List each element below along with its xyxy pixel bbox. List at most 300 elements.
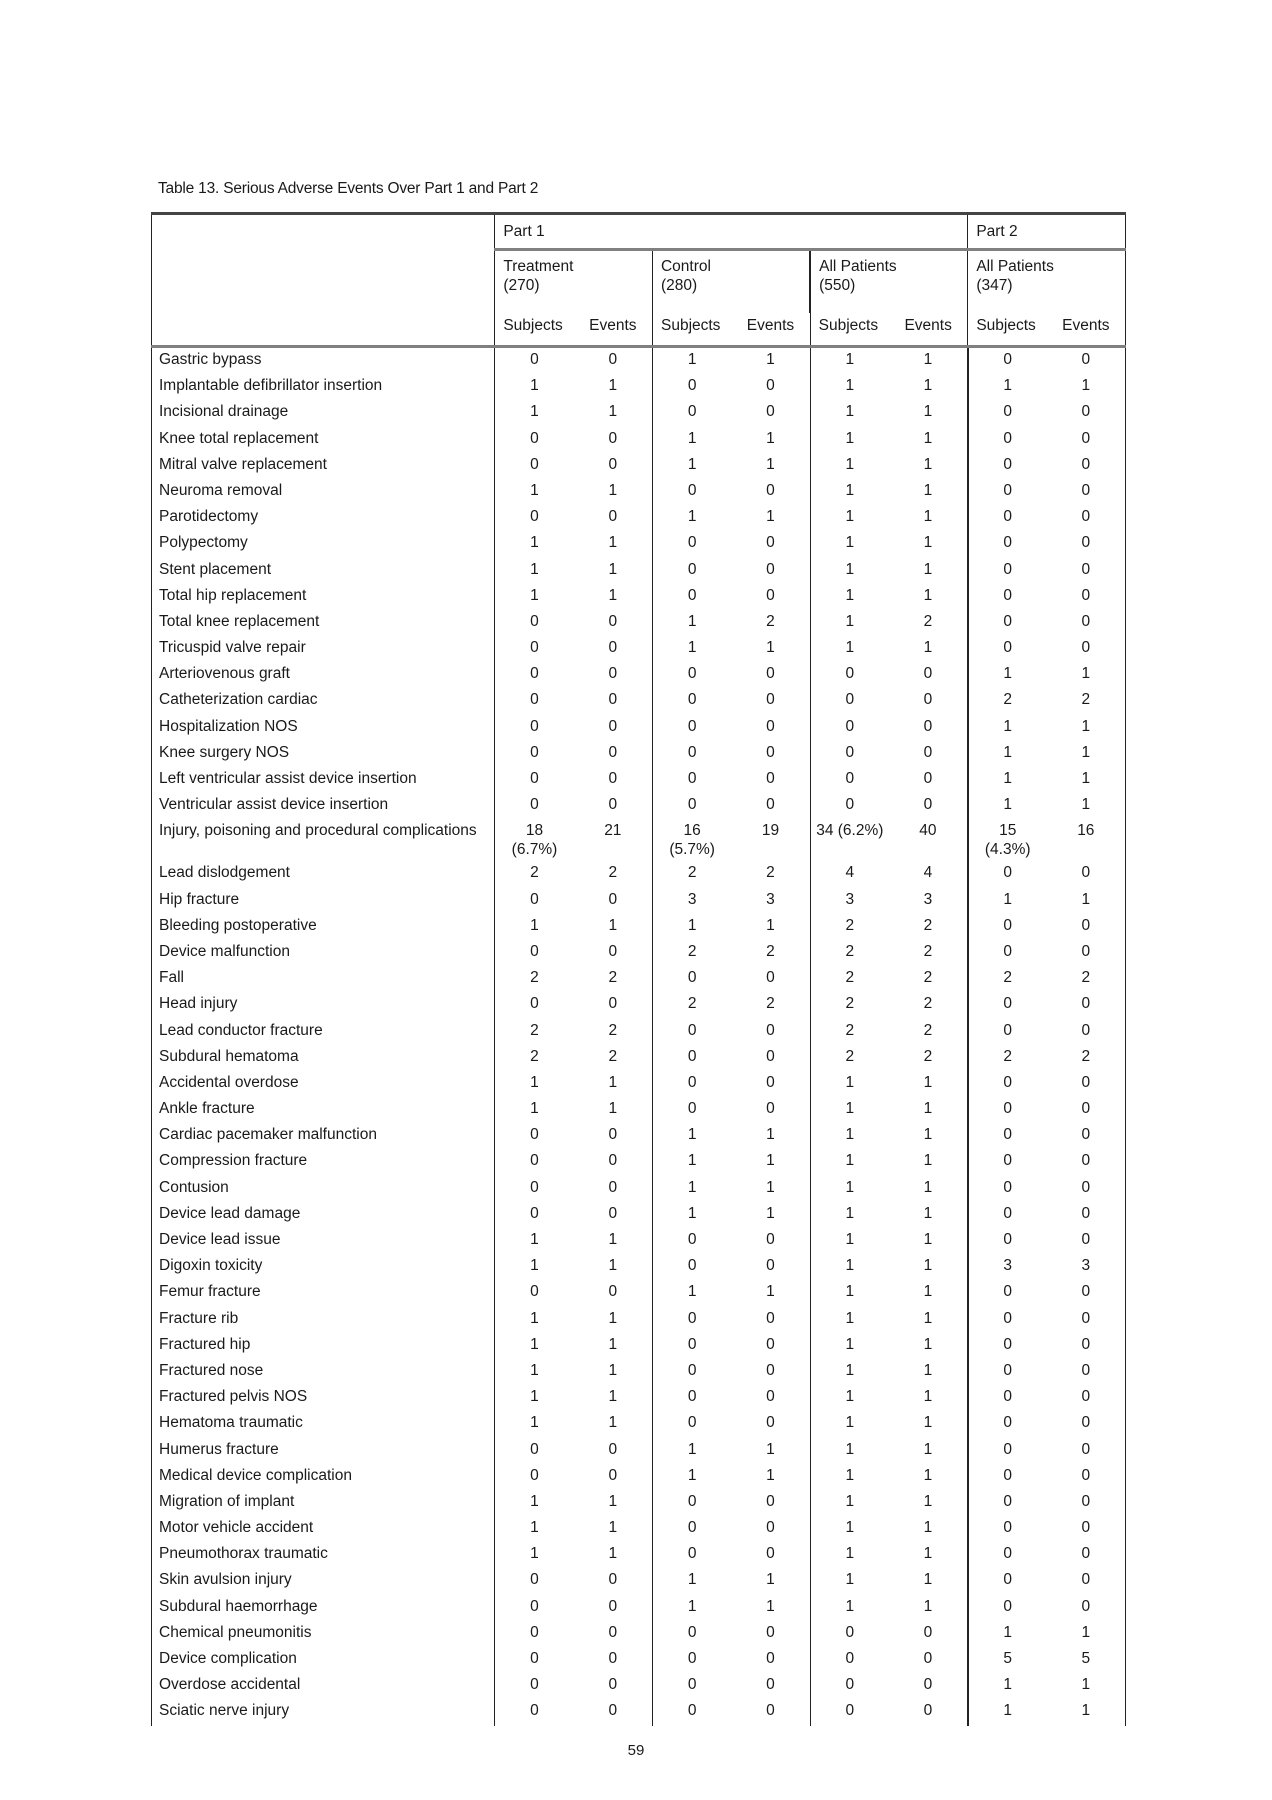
events-count: 0 [731,1228,810,1254]
subjects-count: 1 [530,1073,539,1091]
subjects-count: 0 [530,743,539,761]
events-count: 0 [1047,1359,1126,1385]
subjects-count: 1 [687,1283,697,1301]
subjects-count: 1 [530,1414,539,1432]
events-count: 1 [731,1595,810,1621]
subjects-count: 0 [687,1623,697,1641]
subjects-count: 0 [1003,639,1013,657]
subjects-count: 0 [530,890,539,908]
subjects-count: 1 [845,1492,855,1510]
subjects-count: 0 [1003,1152,1013,1170]
table-row [152,610,1126,636]
events-count: 2 [574,966,653,992]
event-term: Hematoma traumatic [152,1411,495,1437]
subjects-count: 1 [845,1545,855,1563]
events-count: 1 [731,1568,810,1594]
subjects-count: 0 [1003,534,1013,552]
subjects-count: 0 [1003,351,1013,368]
event-term: Hip fracture [152,888,495,914]
events-count: 2 [731,940,810,966]
event-term: Knee surgery NOS [152,741,495,767]
events-count: 0 [574,1280,653,1306]
subjects-count: 1 [845,1257,855,1275]
events-count: 0 [574,427,653,453]
event-term: Subdural haemorrhage [152,1595,495,1621]
subjects-count: 1 [687,1178,697,1196]
table-row [152,584,1126,610]
events-count: 2 [889,914,968,940]
subjects-count: 1 [845,612,855,630]
events-count: 0 [889,688,968,714]
events-count: 1 [889,347,968,375]
table-row [152,1176,1126,1202]
events-count: 1 [1047,662,1126,688]
subjects-count: 0 [1003,403,1013,421]
subjects-count: 2 [845,1021,855,1039]
subjects-count: 0 [530,1650,539,1667]
event-term: Lead dislodgement [152,861,495,887]
subjects-count: 0 [530,1283,539,1301]
subjects-count: 0 [1003,429,1013,447]
events-count: 0 [731,741,810,767]
event-term: Head injury [152,992,495,1018]
table-row [152,966,1126,992]
events-count: 1 [889,1568,968,1594]
events-count: 1 [889,1595,968,1621]
table-row [152,1621,1126,1647]
table-row [152,374,1126,400]
subjects-count: 0 [1003,1466,1013,1484]
events-count: 1 [731,347,810,375]
subjects-count: 0 [687,796,697,814]
events-count: 2 [889,1045,968,1071]
events-count: 1 [731,636,810,662]
events-count: 0 [731,1071,810,1097]
subjects-count: 1 [687,612,697,630]
subjects-count: 0 [1003,916,1013,934]
subjects-count: 0 [1003,995,1013,1013]
subjects-count: 1 [530,1361,539,1379]
events-count: 0 [731,1647,810,1673]
subjects-count: 1 [845,455,855,473]
events-count: 0 [574,1123,653,1149]
events-count: 0 [1047,1176,1126,1202]
events-count: 2 [1047,688,1126,714]
subjects-count: 1 [1003,1623,1013,1641]
table-row [152,1542,1126,1568]
events-count: 0 [1047,1568,1126,1594]
subjects-count: 0 [845,717,855,735]
event-term: Left ventricular assist device insertion [152,767,495,793]
subjects-count: 1 [530,377,539,395]
table-row [152,400,1126,426]
table-row [152,1097,1126,1123]
page-number: 59 [627,1742,645,1759]
event-term: Motor vehicle accident [152,1516,495,1542]
event-term: Sciatic nerve injury [152,1699,495,1725]
subjects-count: 0 [530,1466,539,1484]
table-row [152,1019,1126,1045]
subjects-count: 0 [687,1545,697,1563]
subjects-count: 1 [845,377,855,395]
events-count: 0 [1047,861,1126,887]
subjects-count: 1 [1003,1676,1013,1694]
subjects-count: 0 [845,665,855,683]
event-term: Chemical pneumonitis [152,1621,495,1647]
events-count: 1 [574,1071,653,1097]
event-term: Fractured nose [152,1359,495,1385]
event-term: Fractured hip [152,1333,495,1359]
subjects-count: 0 [687,481,697,499]
subjects-count: 1 [687,1466,697,1484]
events-count: 1 [889,374,968,400]
subjects-count: 0 [1003,612,1013,630]
subjects-count: 1 [1003,796,1013,814]
subjects-count: 0 [845,1623,855,1641]
subjects-count: 0 [530,1126,539,1144]
events-count: 0 [889,1699,968,1725]
events-count: 1 [889,1228,968,1254]
subjects-count: 1 [687,351,697,368]
events-count: 16 [1047,819,1126,861]
events-count: 0 [574,688,653,714]
subjects-count: 1 [530,1100,539,1118]
subjects-count: 0 [530,1571,539,1589]
events-count: 0 [1047,558,1126,584]
events-count: 1 [889,1307,968,1333]
events-count: 1 [731,1123,810,1149]
events-count: 0 [574,1699,653,1725]
table-row [152,861,1126,887]
subjects-count: 0 [687,1361,697,1379]
event-term: Humerus fracture [152,1438,495,1464]
subjects-count: 0 [1003,1073,1013,1091]
subjects-count: 0 [530,665,539,683]
subjects-count: 1 [687,1571,697,1589]
table-row [152,1333,1126,1359]
events-count: 0 [574,1438,653,1464]
table-row [152,1516,1126,1542]
subjects-count: 1 [687,1204,697,1222]
subjects-count: 1 [530,586,539,604]
subjects-count: 0 [845,796,855,814]
subjects-count: 1 [845,1440,855,1458]
event-term: Pneumothorax traumatic [152,1542,495,1568]
events-count: 1 [1047,741,1126,767]
events-count: 0 [1047,1071,1126,1097]
table-row [152,888,1126,914]
events-count: 0 [1047,479,1126,505]
subjects-count: 0 [845,1650,855,1667]
events-count: 1 [889,1516,968,1542]
events-count: 2 [574,1019,653,1045]
subjects-count: 0 [1003,560,1013,578]
event-term: Fracture rib [152,1307,495,1333]
table-row [152,767,1126,793]
event-term: Neuroma removal [152,479,495,505]
subjects-count: 1 [687,1152,697,1170]
subjects-count: 16 (5.7%) [669,822,715,859]
events-count: 19 [731,819,810,861]
events-count: 1 [574,479,653,505]
event-term: Device lead damage [152,1202,495,1228]
header-group-control: Control (280) [652,250,810,314]
events-count: 0 [574,1621,653,1647]
header-group-treatment: Treatment (270) [495,250,653,314]
events-count: 1 [731,1149,810,1175]
subjects-count: 0 [530,508,539,526]
events-count: 0 [731,584,810,610]
subjects-count: 0 [687,560,697,578]
subjects-count: 1 [687,429,697,447]
event-term: Subdural hematoma [152,1045,495,1071]
subjects-count: 1 [1003,890,1013,908]
subjects-count: 1 [687,455,697,473]
subjects-count: 1 [845,1152,855,1170]
events-count: 0 [1047,636,1126,662]
events-count: 0 [731,1699,810,1725]
subjects-count: 2 [530,969,539,987]
subjects-count: 2 [845,995,855,1013]
header-group-all-patients-part1: All Patients (550) [810,250,968,314]
subjects-count: 1 [530,1388,539,1406]
events-count: 1 [731,453,810,479]
event-term: Implantable defibrillator insertion [152,374,495,400]
subjects-count: 0 [530,1676,539,1694]
events-count: 0 [574,1176,653,1202]
events-count: 0 [1047,1438,1126,1464]
events-count: 0 [574,992,653,1018]
subjects-count: 1 [687,1126,697,1144]
events-count: 1 [574,1385,653,1411]
subjects-count: 0 [687,1519,697,1537]
events-count: 2 [889,1019,968,1045]
subjects-count: 2 [1003,1047,1013,1065]
subjects-count: 0 [687,1100,697,1118]
subjects-count: 1 [530,1231,539,1248]
subjects-count: 0 [687,1257,697,1275]
events-count: 0 [574,741,653,767]
events-count: 0 [889,662,968,688]
subjects-count: 0 [1003,1440,1013,1458]
events-count: 0 [1047,505,1126,531]
subjects-count: 0 [687,586,697,604]
subjects-count: 0 [687,691,697,709]
subjects-count: 1 [845,1361,855,1379]
events-count: 0 [574,1673,653,1699]
subjects-count: 1 [845,351,855,368]
events-count: 0 [731,1307,810,1333]
subjects-count: 0 [687,1309,697,1327]
events-count: 1 [889,1149,968,1175]
events-count: 0 [1047,940,1126,966]
subjects-count: 1 [687,1597,697,1615]
event-term: Device malfunction [152,940,495,966]
events-count: 1 [574,1542,653,1568]
header-subjects: Subjects [495,313,574,347]
table-row [152,505,1126,531]
table-row [152,1123,1126,1149]
table-row [152,1254,1126,1280]
event-term: Digoxin toxicity [152,1254,495,1280]
subjects-count: 2 [1003,691,1013,709]
subjects-count: 2 [687,942,697,960]
subjects-count: 0 [530,351,539,368]
subjects-count: 0 [1003,1126,1013,1144]
subjects-count: 1 [845,1466,855,1484]
event-term: Skin avulsion injury [152,1568,495,1594]
subjects-count: 1 [845,1231,855,1248]
events-count: 1 [1047,793,1126,819]
subjects-count: 0 [530,639,539,657]
subjects-count: 0 [1003,1571,1013,1589]
subjects-count: 1 [845,481,855,499]
events-count: 0 [1047,914,1126,940]
subjects-count: 0 [1003,1388,1013,1406]
events-count: 1 [574,1516,653,1542]
header-subjects: Subjects [810,313,889,347]
events-count: 0 [889,715,968,741]
subjects-count: 1 [845,1335,855,1353]
subjects-count: 2 [845,969,855,987]
subjects-count: 2 [1003,969,1013,987]
subjects-count: 0 [530,612,539,630]
subjects-count: 0 [687,1047,697,1065]
subjects-count: 0 [1003,1492,1013,1510]
events-count: 0 [1047,1385,1126,1411]
subjects-count: 1 [530,481,539,499]
table-row [152,558,1126,584]
events-count: 2 [889,966,968,992]
events-count: 0 [731,531,810,557]
events-count: 1 [889,453,968,479]
subjects-count: 0 [687,1676,697,1694]
table-row [152,1071,1126,1097]
subjects-count: 1 [530,403,539,421]
subjects-count: 0 [687,743,697,761]
events-count: 0 [731,479,810,505]
events-count: 1 [574,1411,653,1437]
events-count: 1 [889,1123,968,1149]
subjects-count: 1 [845,1073,855,1091]
events-count: 2 [574,861,653,887]
subjects-count: 0 [530,1178,539,1196]
events-count: 0 [731,662,810,688]
subjects-count: 1 [687,1440,697,1458]
subjects-count: 1 [530,1257,539,1275]
events-count: 40 [889,819,968,861]
event-term: Total hip replacement [152,584,495,610]
subjects-count: 0 [530,1702,539,1720]
table-row [152,427,1126,453]
events-count: 0 [889,1647,968,1673]
subjects-count: 1 [687,639,697,657]
subjects-count: 3 [1003,1257,1013,1275]
event-term: Cardiac pacemaker malfunction [152,1123,495,1149]
table-row [152,1202,1126,1228]
subjects-count: 4 [845,864,855,882]
table-row [152,741,1126,767]
events-count: 1 [889,479,968,505]
subjects-count: 2 [687,864,697,882]
header-subjects: Subjects [652,313,731,347]
event-term: Incisional drainage [152,400,495,426]
subjects-count: 1 [845,534,855,552]
subjects-count: 1 [1003,717,1013,735]
subjects-count: 0 [1003,455,1013,473]
table-row [152,347,1126,375]
events-count: 3 [1047,1254,1126,1280]
events-count: 0 [889,741,968,767]
subjects-count: 0 [530,1623,539,1641]
event-term: Femur fracture [152,1280,495,1306]
table-row [152,1464,1126,1490]
events-count: 0 [731,1411,810,1437]
events-count: 0 [1047,400,1126,426]
events-count: 0 [889,793,968,819]
subjects-count: 5 [1003,1650,1013,1667]
subjects-count: 0 [687,1414,697,1432]
event-term: Knee total replacement [152,427,495,453]
table-row [152,1307,1126,1333]
subjects-count: 0 [530,796,539,814]
events-count: 0 [1047,610,1126,636]
subjects-count: 0 [845,691,855,709]
events-count: 0 [1047,427,1126,453]
subjects-count: 2 [687,995,697,1013]
event-term: Bleeding postoperative [152,914,495,940]
subjects-count: 0 [530,691,539,709]
subjects-count: 0 [1003,1204,1013,1222]
subjects-count: 0 [687,717,697,735]
events-count: 1 [1047,767,1126,793]
subjects-count: 0 [530,1440,539,1458]
events-count: 1 [889,1071,968,1097]
event-term: Injury, poisoning and procedural complications [152,819,495,861]
event-term: Catheterization cardiac [152,688,495,714]
events-count: 1 [889,427,968,453]
events-count: 1 [889,400,968,426]
subjects-count: 1 [845,508,855,526]
event-term: Tricuspid valve repair [152,636,495,662]
events-count: 0 [1047,531,1126,557]
table-row [152,1411,1126,1437]
event-term: Fall [152,966,495,992]
events-count: 1 [889,1254,968,1280]
subjects-count: 2 [845,1047,855,1065]
table-row [152,636,1126,662]
subjects-count: 1 [845,1571,855,1589]
subjects-count: 1 [845,1519,855,1537]
events-count: 1 [889,1280,968,1306]
event-term: Compression fracture [152,1149,495,1175]
events-count: 0 [731,1516,810,1542]
events-count: 0 [574,1149,653,1175]
subjects-count: 0 [687,1492,697,1510]
events-count: 0 [574,1647,653,1673]
events-count: 0 [574,347,653,375]
subjects-count: 1 [1003,665,1013,683]
events-count: 3 [731,888,810,914]
events-count: 1 [1047,1621,1126,1647]
events-count: 0 [574,1568,653,1594]
events-count: 1 [731,427,810,453]
subjects-count: 0 [530,1204,539,1222]
table-row [152,688,1126,714]
events-count: 0 [574,610,653,636]
events-count: 1 [889,1176,968,1202]
events-count: 0 [1047,1307,1126,1333]
